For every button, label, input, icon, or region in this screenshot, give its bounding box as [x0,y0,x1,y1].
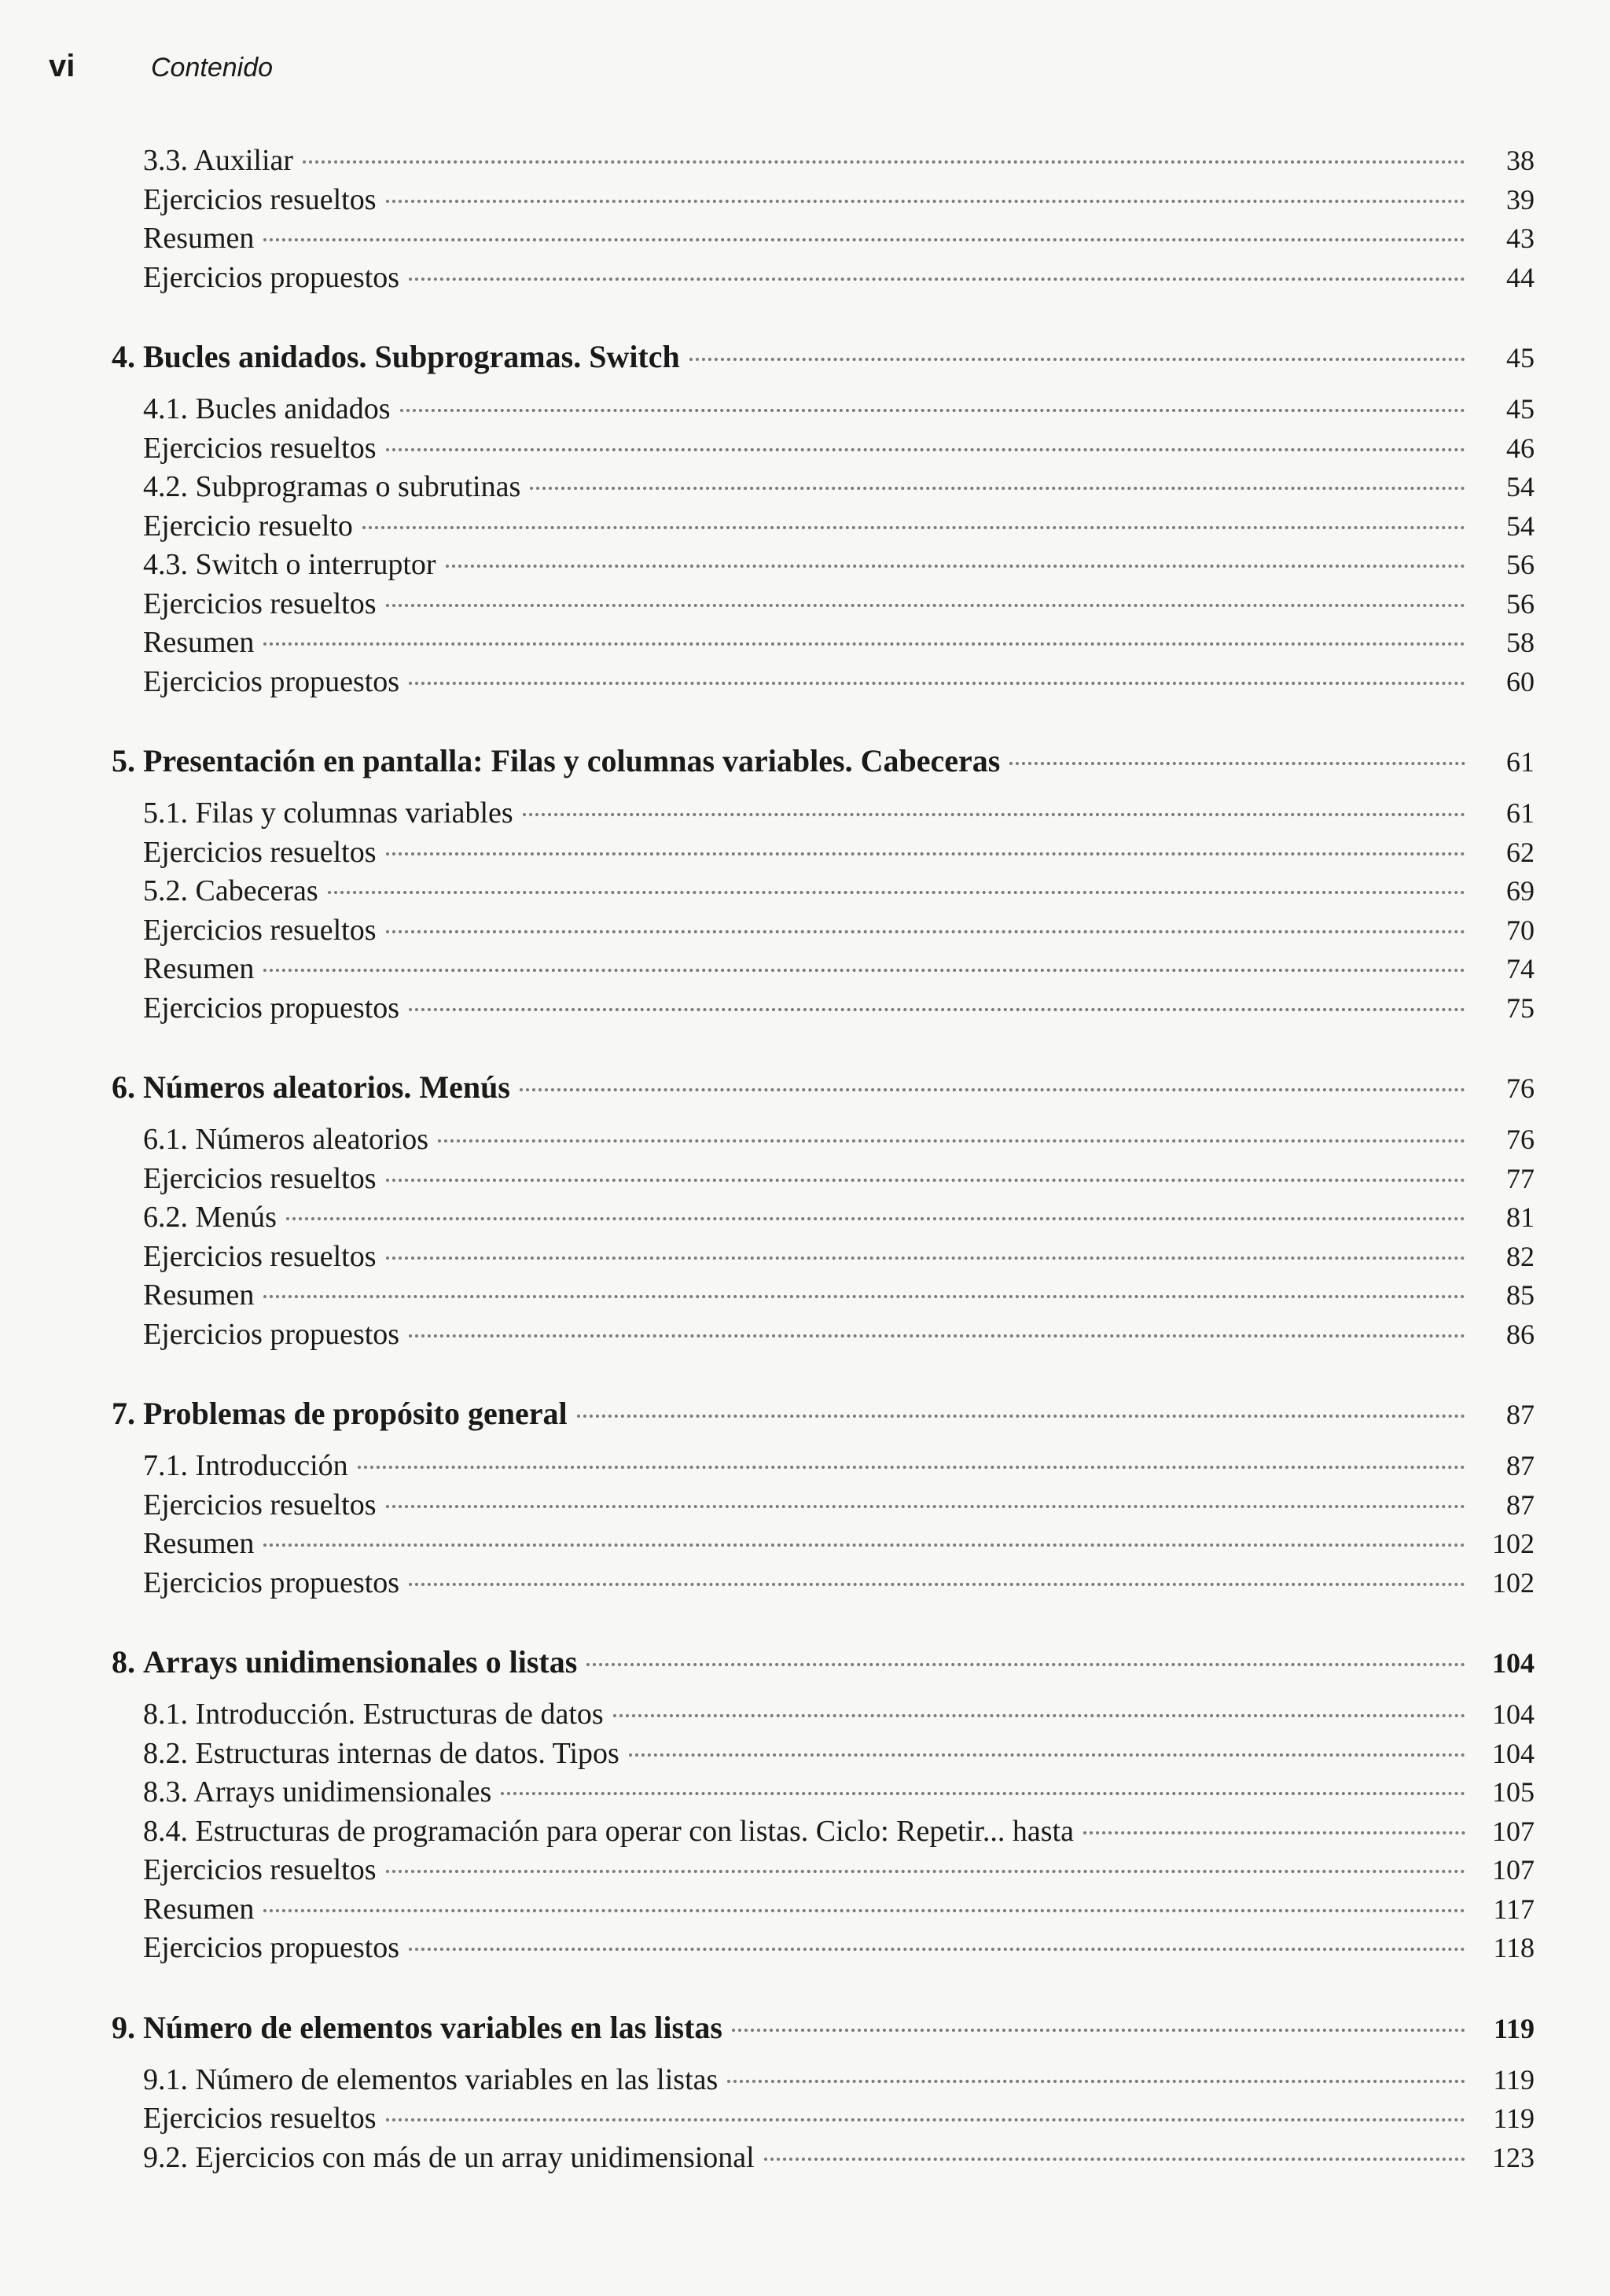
toc-entry-label: Ejercicios resueltos [143,835,377,869]
toc-entry-label: Ejercicios resueltos [143,1239,377,1273]
chapter-number: 8. [112,1644,135,1680]
toc-entry-page-number: 43 [1506,223,1535,254]
chapter-page-number: 61 [1506,746,1535,778]
dot-leader [1009,762,1465,765]
toc-entry-body [143,468,1535,507]
toc-entry-label: 9.1. Número de elementos variables en las listas [143,2062,719,2096]
chapter-title: Problemas de propósito general [143,1396,568,1431]
chapter-number: 4. [112,339,135,374]
chapter-entry [143,1390,1535,1438]
toc-entry[interactable] [72,429,1535,469]
toc-entry[interactable] [72,468,1535,507]
toc-entry-page-number: 107 [1492,1815,1535,1847]
toc-entry-label: Ejercicios propuestos [143,1931,400,1964]
toc-entry[interactable] [72,2139,1535,2178]
toc-entry-body [143,390,1535,429]
toc-entry-page-number: 104 [1492,1737,1535,1769]
dot-leader [438,1139,1465,1142]
toc-entry-page-number: 119 [1493,2063,1535,2095]
toc-entry-page-number: 62 [1506,836,1535,868]
dot-leader [409,278,1465,281]
chapter-title: Números aleatorios. Menús [143,1069,510,1105]
dot-leader [727,2080,1465,2083]
dot-leader [386,1505,1465,1508]
toc-entry-body [143,546,1535,585]
toc-entry-body [143,1929,1535,1968]
dot-leader [409,1948,1465,1951]
toc-entry-label: Ejercicios resueltos [143,182,377,216]
dot-leader [523,813,1465,816]
toc-entry-page-number: 119 [1493,2103,1535,2134]
toc-entry-label: 6.1. Números aleatorios [143,1123,429,1156]
toc-entry-body [143,1851,1535,1890]
toc-entry-label: Resumen [143,626,255,659]
toc-entry[interactable] [72,181,1535,220]
toc-entry-label: 4.2. Subprogramas o subrutinas [143,470,521,503]
toc-entry-page-number: 118 [1493,1932,1535,1963]
dot-leader [263,1544,1465,1547]
toc-entry[interactable] [72,219,1535,259]
toc-entry-label: 8.1. Introducción. Estructuras de datos [143,1698,604,1731]
chapter-page-number: 119 [1493,2012,1535,2044]
toc-chapter [72,333,1535,701]
toc-entry-label: Ejercicios resueltos [143,587,377,620]
chapter-title: Bucles anidados. Subprogramas. Switch [143,339,680,374]
chapter-heading[interactable] [72,333,1535,390]
toc-entry[interactable] [72,259,1535,298]
dot-leader [286,1217,1465,1220]
toc-entry-label: 7.1. Introducción [143,1449,348,1482]
toc-entry-label: Ejercicios resueltos [143,913,377,947]
toc-entry[interactable] [72,794,1535,833]
toc-entry-page-number: 81 [1506,1201,1535,1233]
toc-entry-label: 8.2. Estructuras internas de datos. Tipos [143,1736,619,1770]
toc-entry-body [143,1525,1535,1564]
toc-entry-page-number: 54 [1506,510,1535,542]
toc-entry-page-number: 86 [1506,1318,1535,1350]
toc-chapter [72,142,1535,297]
toc-entry[interactable] [72,1890,1535,1930]
dot-leader [263,238,1465,241]
toc-entry-label: Ejercicios propuestos [143,1566,400,1599]
dot-leader [303,160,1465,164]
toc-entry-body [143,2061,1535,2100]
chapter-page-number: 104 [1492,1647,1535,1679]
dot-leader [1083,1831,1465,1834]
dot-leader [520,1088,1465,1091]
toc-entry-label: Ejercicios resueltos [143,1488,377,1521]
dot-leader [386,930,1465,933]
chapter-entry [143,2004,1535,2052]
toc-chapter [72,1390,1535,1602]
toc-entry[interactable] [72,1525,1535,1564]
page-header [49,49,273,96]
toc-chapter [72,2004,1535,2178]
toc-entry-body [143,181,1535,220]
toc-entry[interactable] [72,1851,1535,1890]
toc-entry[interactable] [72,2061,1535,2100]
toc-entry-label: Resumen [143,222,255,255]
toc-entry[interactable] [72,911,1535,951]
toc-entry[interactable] [72,663,1535,702]
toc-entry-body [143,2139,1535,2178]
toc-entry-page-number: 39 [1506,183,1535,215]
toc-entry-page-number: 102 [1492,1566,1535,1599]
page-folio: vi [49,49,75,83]
toc-entry-label: Ejercicio resuelto [143,509,353,543]
dot-leader [409,1334,1465,1337]
chapter-entry [143,1064,1535,1112]
toc-entry-label: Ejercicios propuestos [143,1317,400,1351]
dot-leader [386,200,1465,203]
toc-entry-page-number: 61 [1506,797,1535,829]
toc-entry-label: 9.2. Ejercicios con más de un array unidimensional [143,2140,755,2174]
dot-leader [629,1753,1465,1757]
dot-leader [689,358,1465,361]
chapter-heading[interactable] [72,1064,1535,1120]
toc-entry-body [143,1447,1535,1486]
dot-leader [409,1008,1465,1011]
toc-entry-label: Ejercicios resueltos [143,431,377,465]
toc-chapter [72,1639,1535,1968]
toc-entry-label: Resumen [143,1892,255,1926]
chapter-number: 9. [112,2009,135,2045]
toc-chapter [72,1064,1535,1354]
dot-leader [263,1909,1465,1912]
toc-entry[interactable] [72,1812,1535,1852]
chapter-title: Arrays unidimensionales o listas [143,1644,578,1680]
toc-entry-label: 3.3. Auxiliar [143,144,294,177]
toc-entry-page-number: 56 [1506,549,1535,580]
toc-entry-body [143,1315,1535,1355]
dot-leader [409,682,1465,685]
toc-entry-body [143,2099,1535,2139]
toc-entry-page-number: 44 [1506,261,1535,293]
toc-entry-page-number: 87 [1506,1450,1535,1481]
toc-entry-body [143,794,1535,833]
toc-entry-body [143,1120,1535,1160]
toc-entry-page-number: 107 [1492,1854,1535,1886]
toc-entry-body [143,833,1535,873]
toc-entry-label: Resumen [143,952,255,985]
toc-entry[interactable] [72,1486,1535,1525]
toc-entry[interactable] [72,1929,1535,1968]
toc-entry-page-number: 46 [1506,432,1535,464]
toc-entry-body [143,1812,1535,1852]
dot-leader [446,565,1465,568]
toc-entry-label: 8.3. Arrays unidimensionales [143,1775,492,1808]
toc-entry-body [143,1564,1535,1603]
toc-entry-page-number: 38 [1506,145,1535,176]
toc-entry[interactable] [72,872,1535,911]
toc-entry-body [143,507,1535,546]
dot-leader [530,487,1465,490]
running-title: Contenido [151,53,274,83]
toc-entry-body [143,429,1535,469]
chapter-title: Número de elementos variables en las listas [143,2009,722,2045]
chapter-title: Presentación en pantalla: Filas y columnas variables. Cabeceras [143,743,1001,778]
toc-entry-body [143,1890,1535,1930]
toc-entry-label: 4.1. Bucles anidados [143,392,391,425]
toc-entry-page-number: 60 [1506,665,1535,697]
toc-entry-page-number: 87 [1506,1488,1535,1521]
toc-entry-label: Ejercicios propuestos [143,664,400,698]
toc-entry-page-number: 104 [1492,1698,1535,1730]
toc-entry-body [143,624,1535,663]
chapter-heading[interactable] [72,1639,1535,1695]
toc-entry-page-number: 82 [1506,1240,1535,1272]
dot-leader [409,1583,1465,1586]
toc-entry-body [143,1486,1535,1525]
toc-entry-body [143,1160,1535,1199]
toc-entry-body [143,911,1535,951]
toc-entry-page-number: 58 [1506,627,1535,658]
toc-entry[interactable] [72,1198,1535,1238]
toc-entry[interactable] [72,1564,1535,1603]
chapter-number: 7. [112,1396,135,1431]
dot-leader [328,891,1465,894]
toc-entry[interactable] [72,585,1535,624]
dot-leader [362,526,1465,529]
toc-entry[interactable] [72,950,1535,989]
toc-entry-body [143,1276,1535,1315]
chapter-heading[interactable] [72,2004,1535,2061]
toc-entry-page-number: 54 [1506,471,1535,502]
toc-entry-body [143,872,1535,911]
toc-entry-page-number: 123 [1492,2141,1535,2173]
toc-entry[interactable] [72,624,1535,663]
chapter-page-number: 87 [1506,1399,1535,1430]
dot-leader [386,852,1465,855]
toc-entry[interactable] [72,1773,1535,1812]
toc-entry-label: 5.1. Filas y columnas variables [143,797,513,830]
dot-leader [386,1870,1465,1873]
dot-leader [386,2118,1465,2121]
toc-entry-body [143,1773,1535,1812]
chapter-entry [143,738,1535,786]
dot-leader [263,642,1465,646]
toc-entry-body [143,142,1535,181]
toc-entry[interactable] [72,1315,1535,1355]
chapter-page-number: 45 [1506,342,1535,373]
toc-entry-body [143,1198,1535,1238]
dot-leader [386,604,1465,607]
toc-entry-page-number: 77 [1506,1162,1535,1194]
dot-leader [764,2158,1465,2161]
toc-entry-label: 8.4. Estructuras de programación para operar con listas. Ciclo: Repetir... hasta [143,1814,1074,1848]
chapter-page-number: 76 [1506,1073,1535,1104]
toc-entry-body [143,663,1535,702]
toc-entry-page-number: 70 [1506,914,1535,946]
table-of-contents [72,142,1535,2177]
dot-leader [263,969,1465,972]
toc-entry-label: Ejercicios resueltos [143,1853,377,1886]
toc-entry[interactable] [72,546,1535,585]
toc-entry-page-number: 76 [1506,1124,1535,1155]
toc-entry-page-number: 69 [1506,875,1535,907]
toc-entry-label: Resumen [143,1527,255,1560]
toc-entry-body [143,1238,1535,1277]
toc-entry[interactable] [72,1238,1535,1277]
toc-entry[interactable] [72,1160,1535,1199]
toc-entry-page-number: 105 [1492,1776,1535,1808]
dot-leader [400,409,1465,412]
toc-entry-body [143,950,1535,989]
dot-leader [386,448,1465,451]
toc-entry-label: Resumen [143,1279,255,1312]
dot-leader [586,1663,1465,1666]
toc-entry-label: Ejercicios resueltos [143,1161,377,1195]
toc-entry[interactable] [72,989,1535,1028]
dot-leader [386,1257,1465,1260]
dot-leader [358,1466,1465,1469]
chapter-entry [143,333,1535,381]
toc-entry-page-number: 45 [1506,393,1535,425]
chapter-entry [143,1639,1535,1687]
toc-entry[interactable] [72,507,1535,546]
toc-entry[interactable] [72,1276,1535,1315]
toc-entry-page-number: 56 [1506,587,1535,620]
toc-entry[interactable] [72,390,1535,429]
toc-entry[interactable] [72,1120,1535,1160]
toc-entry-label: Ejercicios resueltos [143,2102,377,2135]
dot-leader [613,1714,1465,1717]
toc-entry-page-number: 74 [1506,953,1535,984]
chapter-heading[interactable] [72,738,1535,794]
toc-entry-label: Ejercicios propuestos [143,991,400,1025]
toc-entry-body [143,989,1535,1028]
toc-entry-label: Ejercicios propuestos [143,260,400,294]
toc-entry-page-number: 117 [1493,1893,1535,1925]
dot-leader [577,1415,1465,1418]
toc-entry-body [143,259,1535,298]
toc-entry-page-number: 102 [1492,1528,1535,1559]
toc-entry-page-number: 85 [1506,1279,1535,1311]
toc-entry-body [143,585,1535,624]
toc-entry-label: 5.2. Cabeceras [143,874,318,907]
toc-entry-label: 6.2. Menús [143,1201,277,1234]
toc-entry-body [143,219,1535,259]
toc-entry-label: 4.3. Switch o interruptor [143,548,436,581]
dot-leader [501,1792,1465,1795]
dot-leader [386,1179,1465,1182]
toc-entry-page-number: 75 [1506,992,1535,1024]
toc-chapter [72,738,1535,1028]
toc-entry[interactable] [72,142,1535,181]
chapter-number: 5. [112,743,135,778]
chapter-number: 6. [112,1069,135,1105]
toc-entry[interactable] [72,1735,1535,1774]
toc-entry-body [143,1695,1535,1735]
toc-entry-body [143,1735,1535,1774]
toc-entry[interactable] [72,1447,1535,1486]
toc-entry[interactable] [72,833,1535,873]
dot-leader [732,2029,1465,2032]
chapter-heading[interactable] [72,1390,1535,1447]
toc-entry[interactable] [72,1695,1535,1735]
dot-leader [263,1295,1465,1298]
toc-entry[interactable] [72,2099,1535,2139]
